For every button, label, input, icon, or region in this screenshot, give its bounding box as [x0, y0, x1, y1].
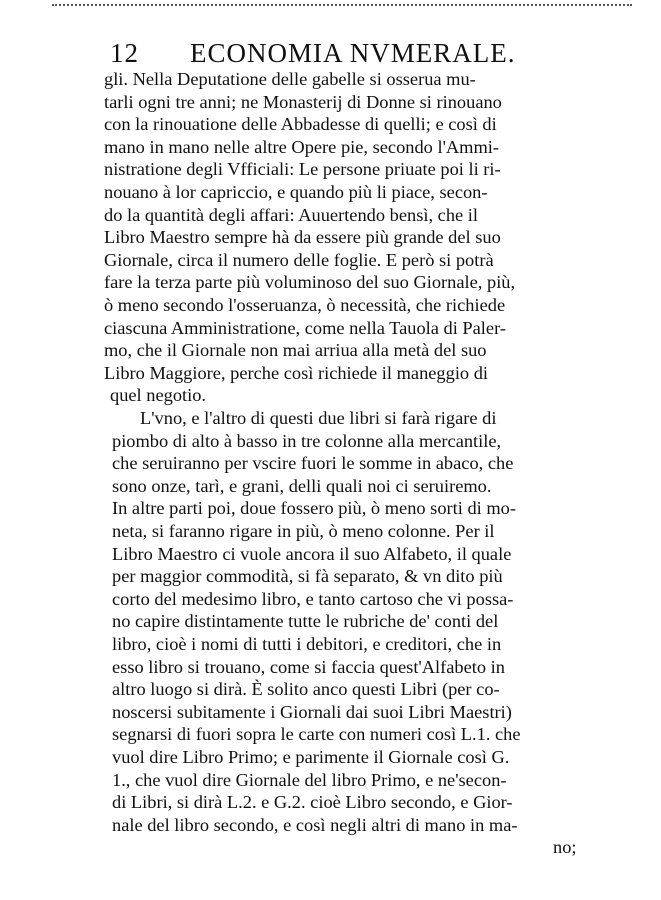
- text-line: 1., che vuol dire Giornale del libro Primo, e ne'secon-: [112, 769, 507, 790]
- text-line: mano in mano nelle altre Opere pie, secondo l'Ammi-: [104, 136, 500, 157]
- catchword: no;: [553, 837, 577, 858]
- text-line: Libro Maestro ci vuole ancora il suo Alfabeto, il quale: [112, 543, 512, 564]
- text-line: Libro Maggiore, perche così richiede il maneggio di: [104, 362, 489, 383]
- text-line: segnarsi di fuori sopra le carte con numeri così L.1. che: [112, 724, 521, 745]
- text-line: fare la terza parte più voluminoso del suo Giornale, più,: [104, 272, 516, 293]
- text-line: In altre parti poi, doue fossero più, ò meno sorti di mo-: [112, 498, 517, 519]
- text-line: gli. Nella Deputatione delle gabelle si osserua mu-: [104, 69, 476, 89]
- text-line: nale del libro secondo, e così negli altri di mano in ma-: [112, 814, 518, 835]
- text-line: esso libro si trouano, come si faccia quest'Alfabeto in: [112, 656, 505, 677]
- text-line: per maggior commodità, si fà separato, & vn dito più: [112, 566, 503, 587]
- text-line: noscersi subitamente i Giornali dai suoi Libri Maestri): [112, 701, 512, 722]
- text-line: Giornale, circa il numero delle foglie. E però si potrà: [104, 249, 494, 270]
- text-line: ò meno secondo l'osseruanza, ò necessità, che richiede: [104, 295, 506, 315]
- text-line: tarli ogni tre anni; ne Monasterij di Donne si rinouano: [104, 91, 502, 112]
- text-line: che seruiranno per vscire fuori le somme in abaco, che: [112, 453, 514, 474]
- text-line: corto del medesimo libro, e tanto cartoso che vi possa-: [112, 588, 514, 609]
- text-line: libro, cioè i nomi di tutti i debitori, e creditori, che in: [112, 634, 502, 654]
- text-line: nouano à lor capriccio, e quando più li piace, secon-: [104, 182, 488, 202]
- text-line: vuol dire Libro Primo; e parimente il Giornale così G.: [112, 747, 510, 767]
- header-title: ECONOMIA NVMERALE.: [190, 38, 516, 68]
- paragraph-first-line: L'vno, e l'altro di questi due libri si farà rigare di: [140, 408, 497, 428]
- text-line: mo, che il Giornale non mai arriua alla metà del suo: [104, 340, 487, 361]
- text-line: do la quantità degli affari: Auuertendo bensì, che il: [104, 204, 478, 225]
- text-line: altro luogo si dirà. È solito anco questi Libri (per co-: [112, 679, 500, 700]
- text-line: nistratione degli Vfficiali: Le persone priuate poi li ri-: [104, 159, 501, 180]
- page-number: 12: [110, 38, 139, 68]
- text-line: quel negotio.: [110, 385, 207, 406]
- top-border-rule: [52, 4, 632, 6]
- text-line: neta, si faranno rigare in più, ò meno colonne. Per il: [112, 521, 495, 541]
- text-line: con la rinouatione delle Abbadesse di quelli; e così di: [104, 114, 497, 135]
- text-line: sono onze, tarì, e grani, delli quali noi ci seruiremo.: [112, 475, 492, 496]
- text-line: di Libri, si dirà L.2. e G.2. cioè Libro secondo, e Gior-: [112, 792, 513, 813]
- text-line: ciascuna Amministratione, come nella Tauola di Paler-: [104, 317, 506, 338]
- text-line: Libro Maestro sempre hà da essere più grande del suo: [104, 227, 501, 248]
- text-line: piombo di alto à basso in tre colonne alla mercantile,: [112, 430, 502, 451]
- text-line: no capire distintamente tutte le rubriche de' conti del: [112, 611, 499, 632]
